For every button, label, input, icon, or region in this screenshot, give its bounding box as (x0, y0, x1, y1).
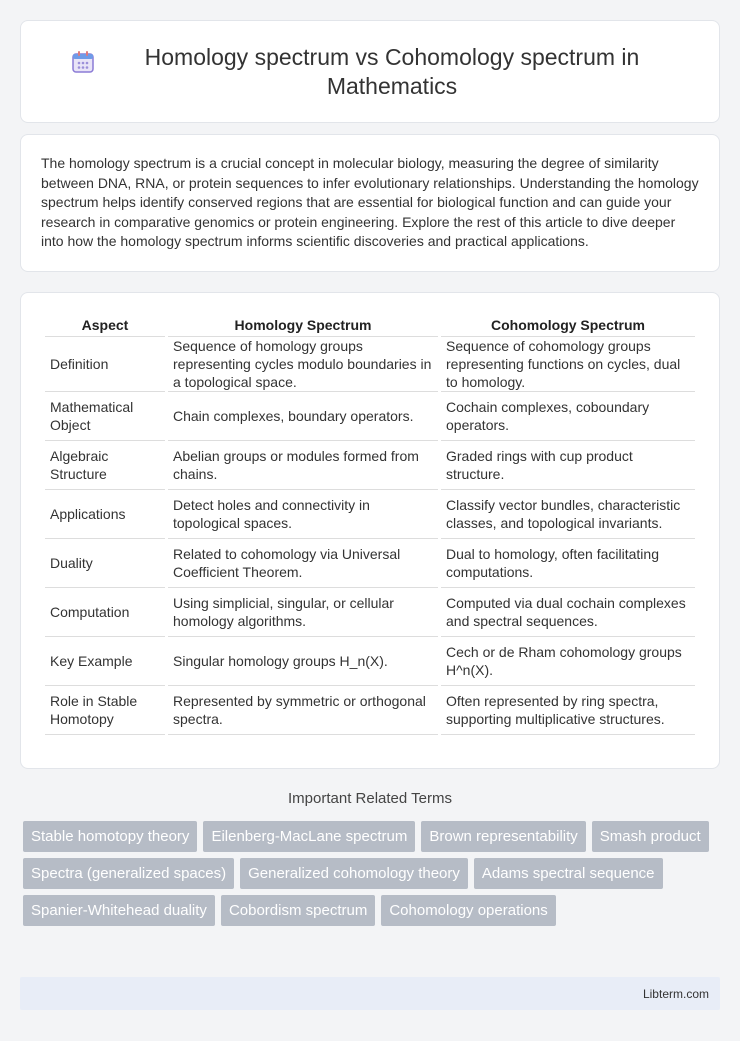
cell-cohomology: Computed via dual cochain complexes and spectral sequences. (441, 588, 695, 637)
table-row (45, 588, 695, 637)
cell-aspect: Mathematical Object (45, 392, 165, 441)
column-header-aspect: Aspect (45, 311, 165, 337)
footer (20, 977, 720, 1010)
related-term-tag[interactable]: Smash product (592, 821, 709, 852)
related-terms-list (23, 821, 723, 932)
table-row (45, 392, 695, 441)
related-term-tag[interactable]: Generalized cohomology theory (240, 858, 468, 889)
column-header-homology: Homology Spectrum (168, 311, 438, 337)
cell-cohomology: Classify vector bundles, characteristic classes, and topological invariants. (441, 490, 695, 539)
cell-cohomology: Graded rings with cup product structure. (441, 441, 695, 490)
column-header-cohomology: Cohomology Spectrum (441, 311, 695, 337)
cell-homology: Sequence of homology groups representing cycles modulo boundaries in a topological space. (168, 337, 438, 392)
cell-aspect: Key Example (45, 637, 165, 686)
comparison-table (42, 311, 698, 735)
related-term-tag[interactable]: Cohomology operations (381, 895, 555, 926)
cell-aspect: Algebraic Structure (45, 441, 165, 490)
related-term-tag[interactable]: Stable homotopy theory (23, 821, 197, 852)
related-term-tag[interactable]: Cobordism spectrum (221, 895, 375, 926)
cell-cohomology: Cech or de Rham cohomology groups H^n(X). (441, 637, 695, 686)
cell-homology: Abelian groups or modules formed from chains. (168, 441, 438, 490)
cell-homology: Chain complexes, boundary operators. (168, 392, 438, 441)
table-row (45, 539, 695, 588)
cell-cohomology: Often represented by ring spectra, supporting multiplicative structures. (441, 686, 695, 735)
related-term-tag[interactable]: Brown representability (421, 821, 585, 852)
calendar-icon (70, 49, 96, 75)
cell-homology: Represented by symmetric or orthogonal spectra. (168, 686, 438, 735)
cell-aspect: Applications (45, 490, 165, 539)
related-terms-title: Important Related Terms (288, 790, 452, 807)
table-header-row (45, 311, 695, 337)
table-row (45, 441, 695, 490)
cell-aspect: Computation (45, 588, 165, 637)
table-row (45, 337, 695, 392)
footer-brand-link[interactable]: Libterm.com (642, 987, 709, 1001)
table-row (45, 490, 695, 539)
related-term-tag[interactable]: Spectra (generalized spaces) (23, 858, 234, 889)
header-card (20, 20, 720, 123)
cell-cohomology: Cochain complexes, coboundary operators. (441, 392, 695, 441)
intro-paragraph: The homology spectrum is a crucial concept in molecular biology, measuring the degree of similarity between DNA, RNA, or protein sequences to infer evolutionary relationships. Understanding the homology spectrum helps identify conserved regions that are essential for biological function and can guide your research in comparative genomics or protein engineering. Explore the rest of this article to dive deeper into how the homology spectrum informs scientific discoveries and practical applications. (41, 155, 699, 249)
cell-homology: Detect holes and connectivity in topological spaces. (168, 490, 438, 539)
table-row (45, 686, 695, 735)
related-term-tag[interactable]: Eilenberg-MacLane spectrum (203, 821, 415, 852)
comparison-table-card (20, 292, 720, 769)
cell-cohomology: Sequence of cohomology groups representing functions on cycles, dual to homology. (441, 337, 695, 392)
page-title: Homology spectrum vs Cohomology spectrum in Mathematics (144, 43, 640, 99)
cell-homology: Related to cohomology via Universal Coefficient Theorem. (168, 539, 438, 588)
cell-aspect: Duality (45, 539, 165, 588)
table-row (45, 637, 695, 686)
cell-aspect: Definition (45, 337, 165, 392)
header (70, 43, 670, 101)
cell-homology: Singular homology groups H_n(X). (168, 637, 438, 686)
related-term-tag[interactable]: Spanier-Whitehead duality (23, 895, 215, 926)
cell-homology: Using simplicial, singular, or cellular homology algorithms. (168, 588, 438, 637)
intro-card (20, 134, 720, 272)
cell-cohomology: Dual to homology, often facilitating computations. (441, 539, 695, 588)
cell-aspect: Role in Stable Homotopy (45, 686, 165, 735)
related-term-tag[interactable]: Adams spectral sequence (474, 858, 663, 889)
